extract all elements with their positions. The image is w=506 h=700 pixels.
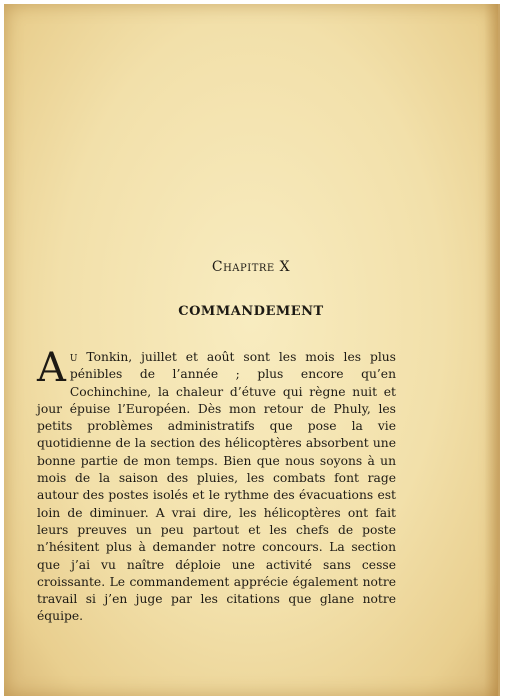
paragraph-text: Tonkin, juillet et août sont les mois les plus pénibles de l’année ; plus encore qu’en Cochinchine, la chaleur d’étuve qui règne nuit et jour épuise l’Européen. Dès mon retour de Phuly, les petits problèmes administratifs que pose la vie quotidienne de la section des hélicoptères absorbent une bonne partie de mon temps. Bien que nous soyons à un mois de la saison des pluies, les combats font rage autour des postes isolés et le rythme des évacuations est loin de diminuer. A vrai dire, les hélicoptères ont fait leurs preuves un peu partout et les chefs de poste n’hésitent plus à demander notre concours. La section que j’ai vu naître déploie une activité sans cesse croissante. Le commandement apprécie également notre travail si j’en juge par les citations que glane notre équipe. — [37, 350, 396, 624]
book-page — [4, 4, 500, 696]
body-paragraph — [37, 345, 396, 626]
first-word-rest: u — [69, 350, 78, 364]
chapter-title: COMMANDEMENT — [178, 304, 324, 319]
drop-cap: A — [37, 345, 66, 391]
chapter-label: Chapitre X — [211, 259, 291, 275]
page-edge-shadow — [484, 4, 498, 696]
